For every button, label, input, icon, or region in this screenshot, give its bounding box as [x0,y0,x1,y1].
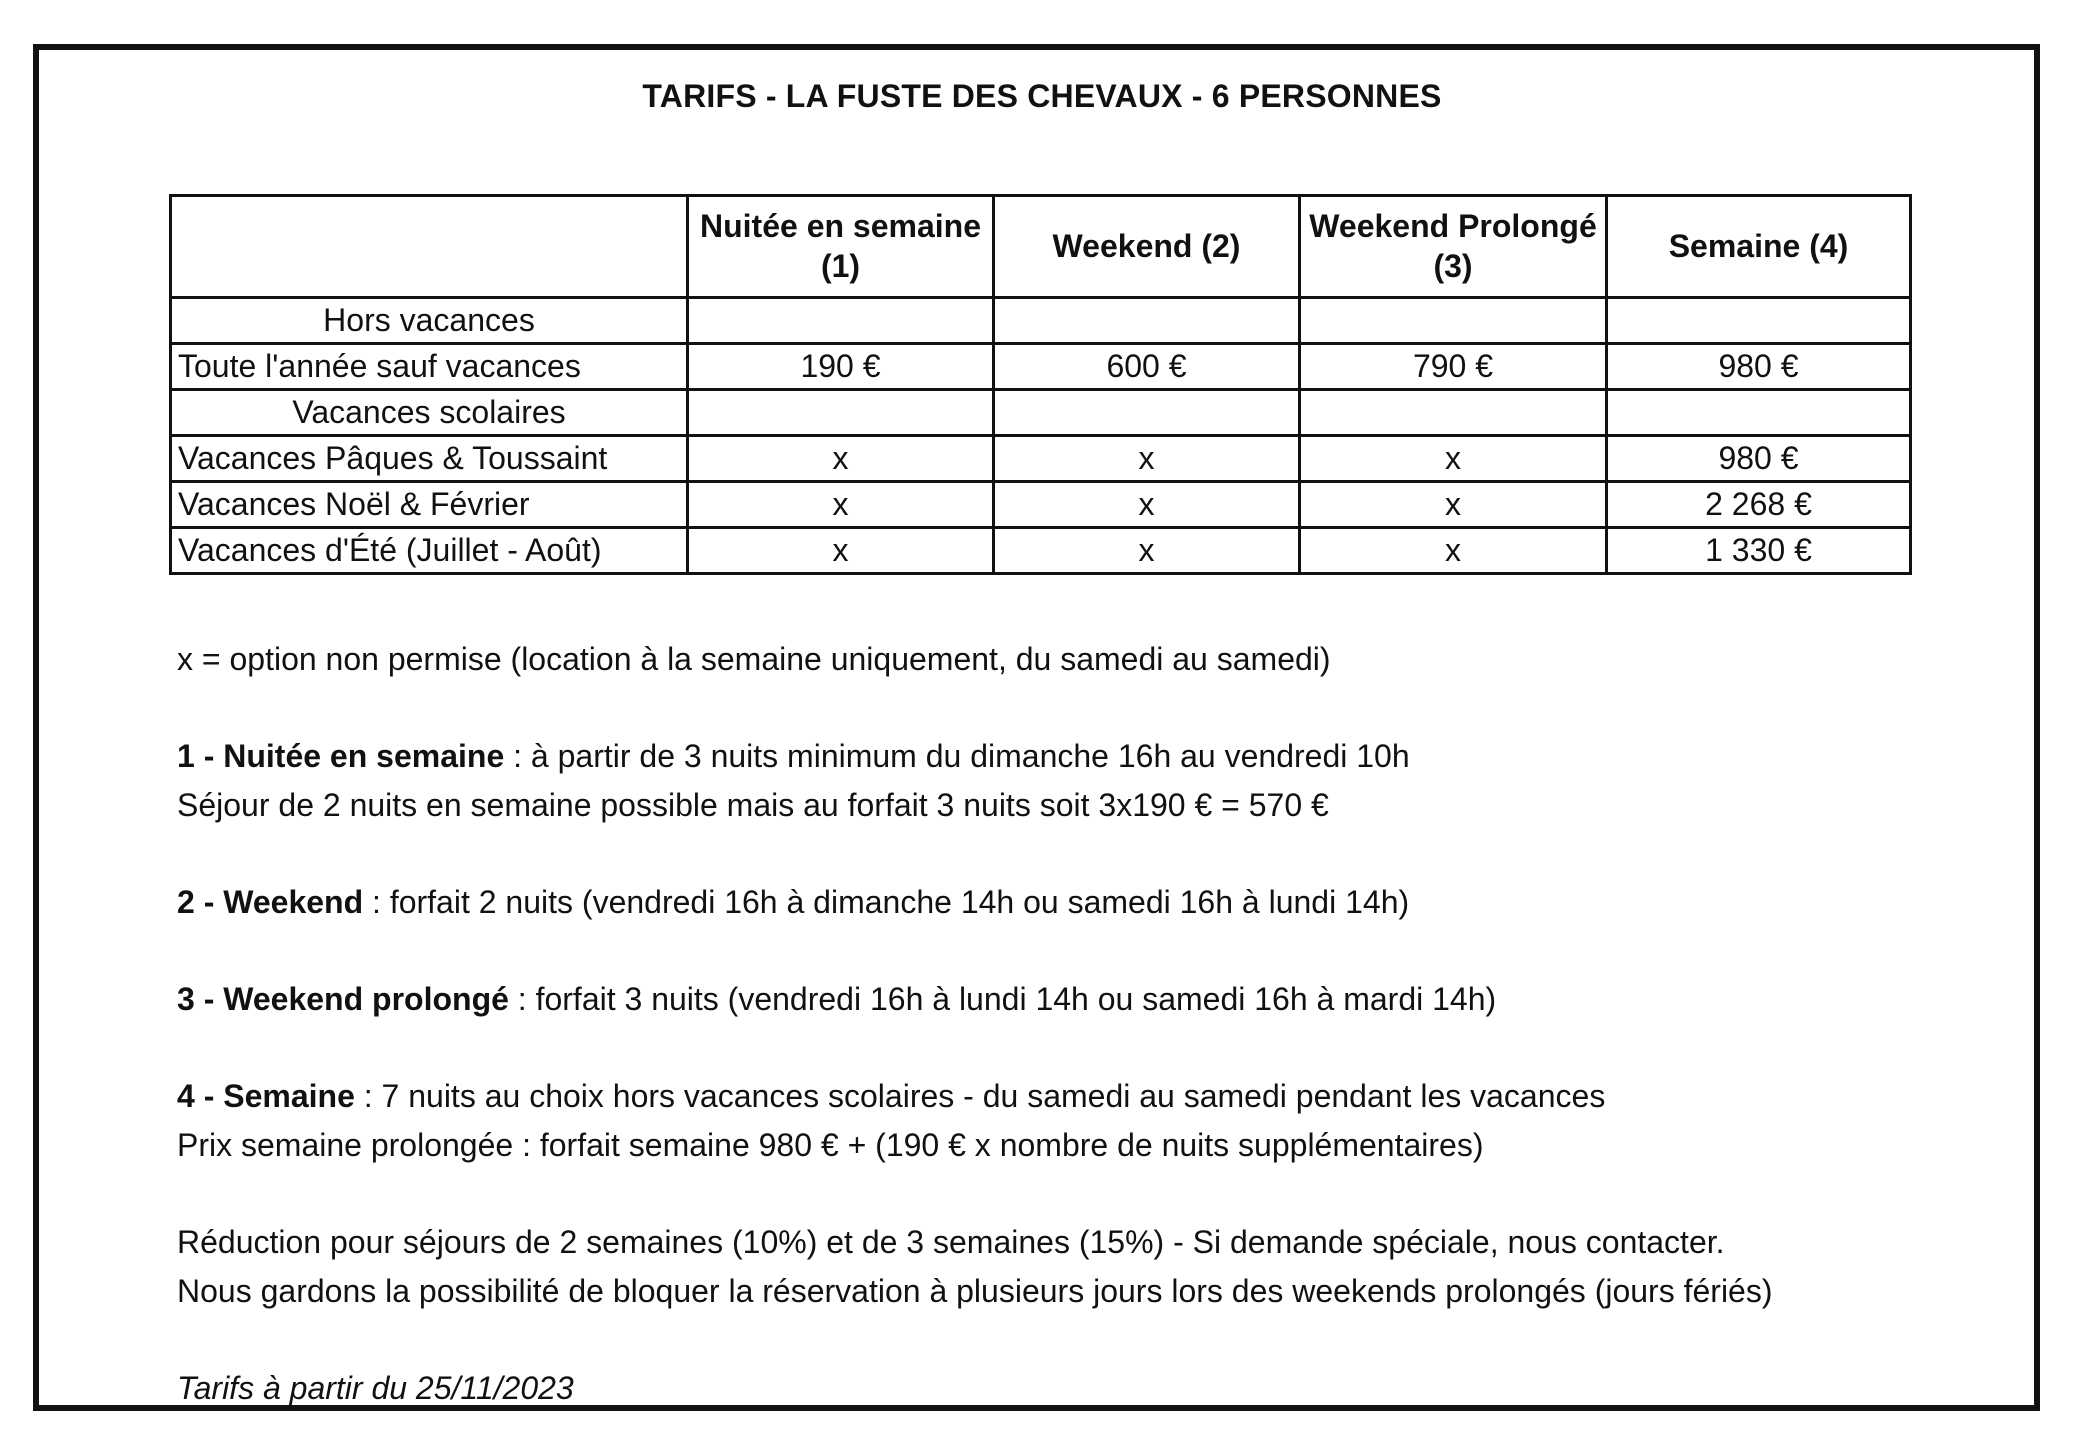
row-label: Vacances Pâques & Toussaint [171,436,688,482]
note-3-text: : forfait 3 nuits (vendredi 16h à lundi 14h ou samedi 16h à mardi 14h) [508,981,1497,1018]
note-2-term: 2 - Weekend [177,883,364,920]
table-cell [1607,390,1911,436]
x-legend: x = option non permise (location à la semaine uniquement, du samedi au samedi) [177,641,1331,677]
document-title: TARIFS - LA FUSTE DES CHEVAUX - 6 PERSONNES [642,78,1442,114]
note-4-text: : 7 nuits au choix hors vacances scolaires - du samedi au samedi pendant les vacances [354,1078,1606,1115]
table-cell: 600 € [994,344,1300,390]
row-label: Vacances d'Été (Juillet - Août) [171,528,688,574]
table-cell: x [688,528,994,574]
note-2-text: : forfait 2 nuits (vendredi 16h à dimanche 14h ou samedi 16h à lundi 14h) [363,883,1410,920]
table-cell: x [688,482,994,528]
table-cell: x [994,528,1300,574]
table-cell: x [994,482,1300,528]
note-1 [177,732,2027,781]
spacer [177,684,2027,733]
table-cell: 2 268 € [1607,482,1911,528]
spacer [177,1170,2027,1219]
note-4-extra: Prix semaine prolongée : forfait semaine 980 € + (190 € x nombre de nuits supplémentaires) [177,1126,1484,1163]
note-4-term: 4 - Semaine [177,1078,355,1115]
reduction-note: Réduction pour séjours de 2 semaines (10%) et de 3 semaines (15%) - Si demande spéciale, nous contacter. [177,1224,1725,1261]
header-cell-weekend: Weekend (2) [994,196,1300,298]
table-cell: x [1300,528,1607,574]
table-cell [688,298,994,344]
notes-section [177,635,2027,1413]
validity-text: Tarifs à partir du 25/11/2023 [177,1369,574,1406]
table-cell [994,390,1300,436]
spacer [177,829,2027,878]
header-cell-nuitee: Nuitée en semaine (1) [688,196,994,298]
header-cell-weekend-prolonge: Weekend Prolongé (3) [1300,196,1607,298]
table-cell: x [1300,482,1607,528]
spacer [177,927,2027,976]
table-cell: x [688,436,994,482]
note-4 [177,1072,2027,1121]
table-cell [688,390,994,436]
table-cell: 980 € [1607,436,1911,482]
category-label: Vacances scolaires [171,390,688,436]
category-label: Hors vacances [171,298,688,344]
header-cell-empty [171,196,688,298]
table-header-row [171,196,1911,298]
table-row-category [171,390,1911,436]
tariff-table [169,194,1912,575]
table-cell: 790 € [1300,344,1607,390]
table-cell: 190 € [688,344,994,390]
row-label: Toute l'année sauf vacances [171,344,688,390]
note-1-extra: Séjour de 2 nuits en semaine possible mais au forfait 3 nuits soit 3x190 € = 570 € [177,786,1329,823]
header-cell-semaine: Semaine (4) [1607,196,1911,298]
table-cell [1300,390,1607,436]
table-cell [994,298,1300,344]
table-cell: x [1300,436,1607,482]
table-cell: x [994,436,1300,482]
note-2 [177,878,2027,927]
table-cell [1300,298,1607,344]
table-cell [1607,298,1911,344]
note-1-text: : à partir de 3 nuits minimum du dimanche 16h au vendredi 10h [504,738,1410,775]
note-1-term: 1 - Nuitée en semaine [177,738,505,775]
table-cell: 1 330 € [1607,528,1911,574]
table-row [171,482,1911,528]
spacer [177,1024,2027,1073]
row-label: Vacances Noël & Février [171,482,688,528]
note-3-term: 3 - Weekend prolongé [177,981,509,1018]
validity-note [177,1364,2027,1413]
blocking-note: Nous gardons la possibilité de bloquer la réservation à plusieurs jours lors des weekends prolongés (jours fériés) [177,1272,1773,1309]
note-3 [177,975,2027,1024]
table-cell: 980 € [1607,344,1911,390]
table-row [171,344,1911,390]
table-row [171,436,1911,482]
table-row [171,528,1911,574]
table-row-category [171,298,1911,344]
spacer [177,1315,2027,1364]
